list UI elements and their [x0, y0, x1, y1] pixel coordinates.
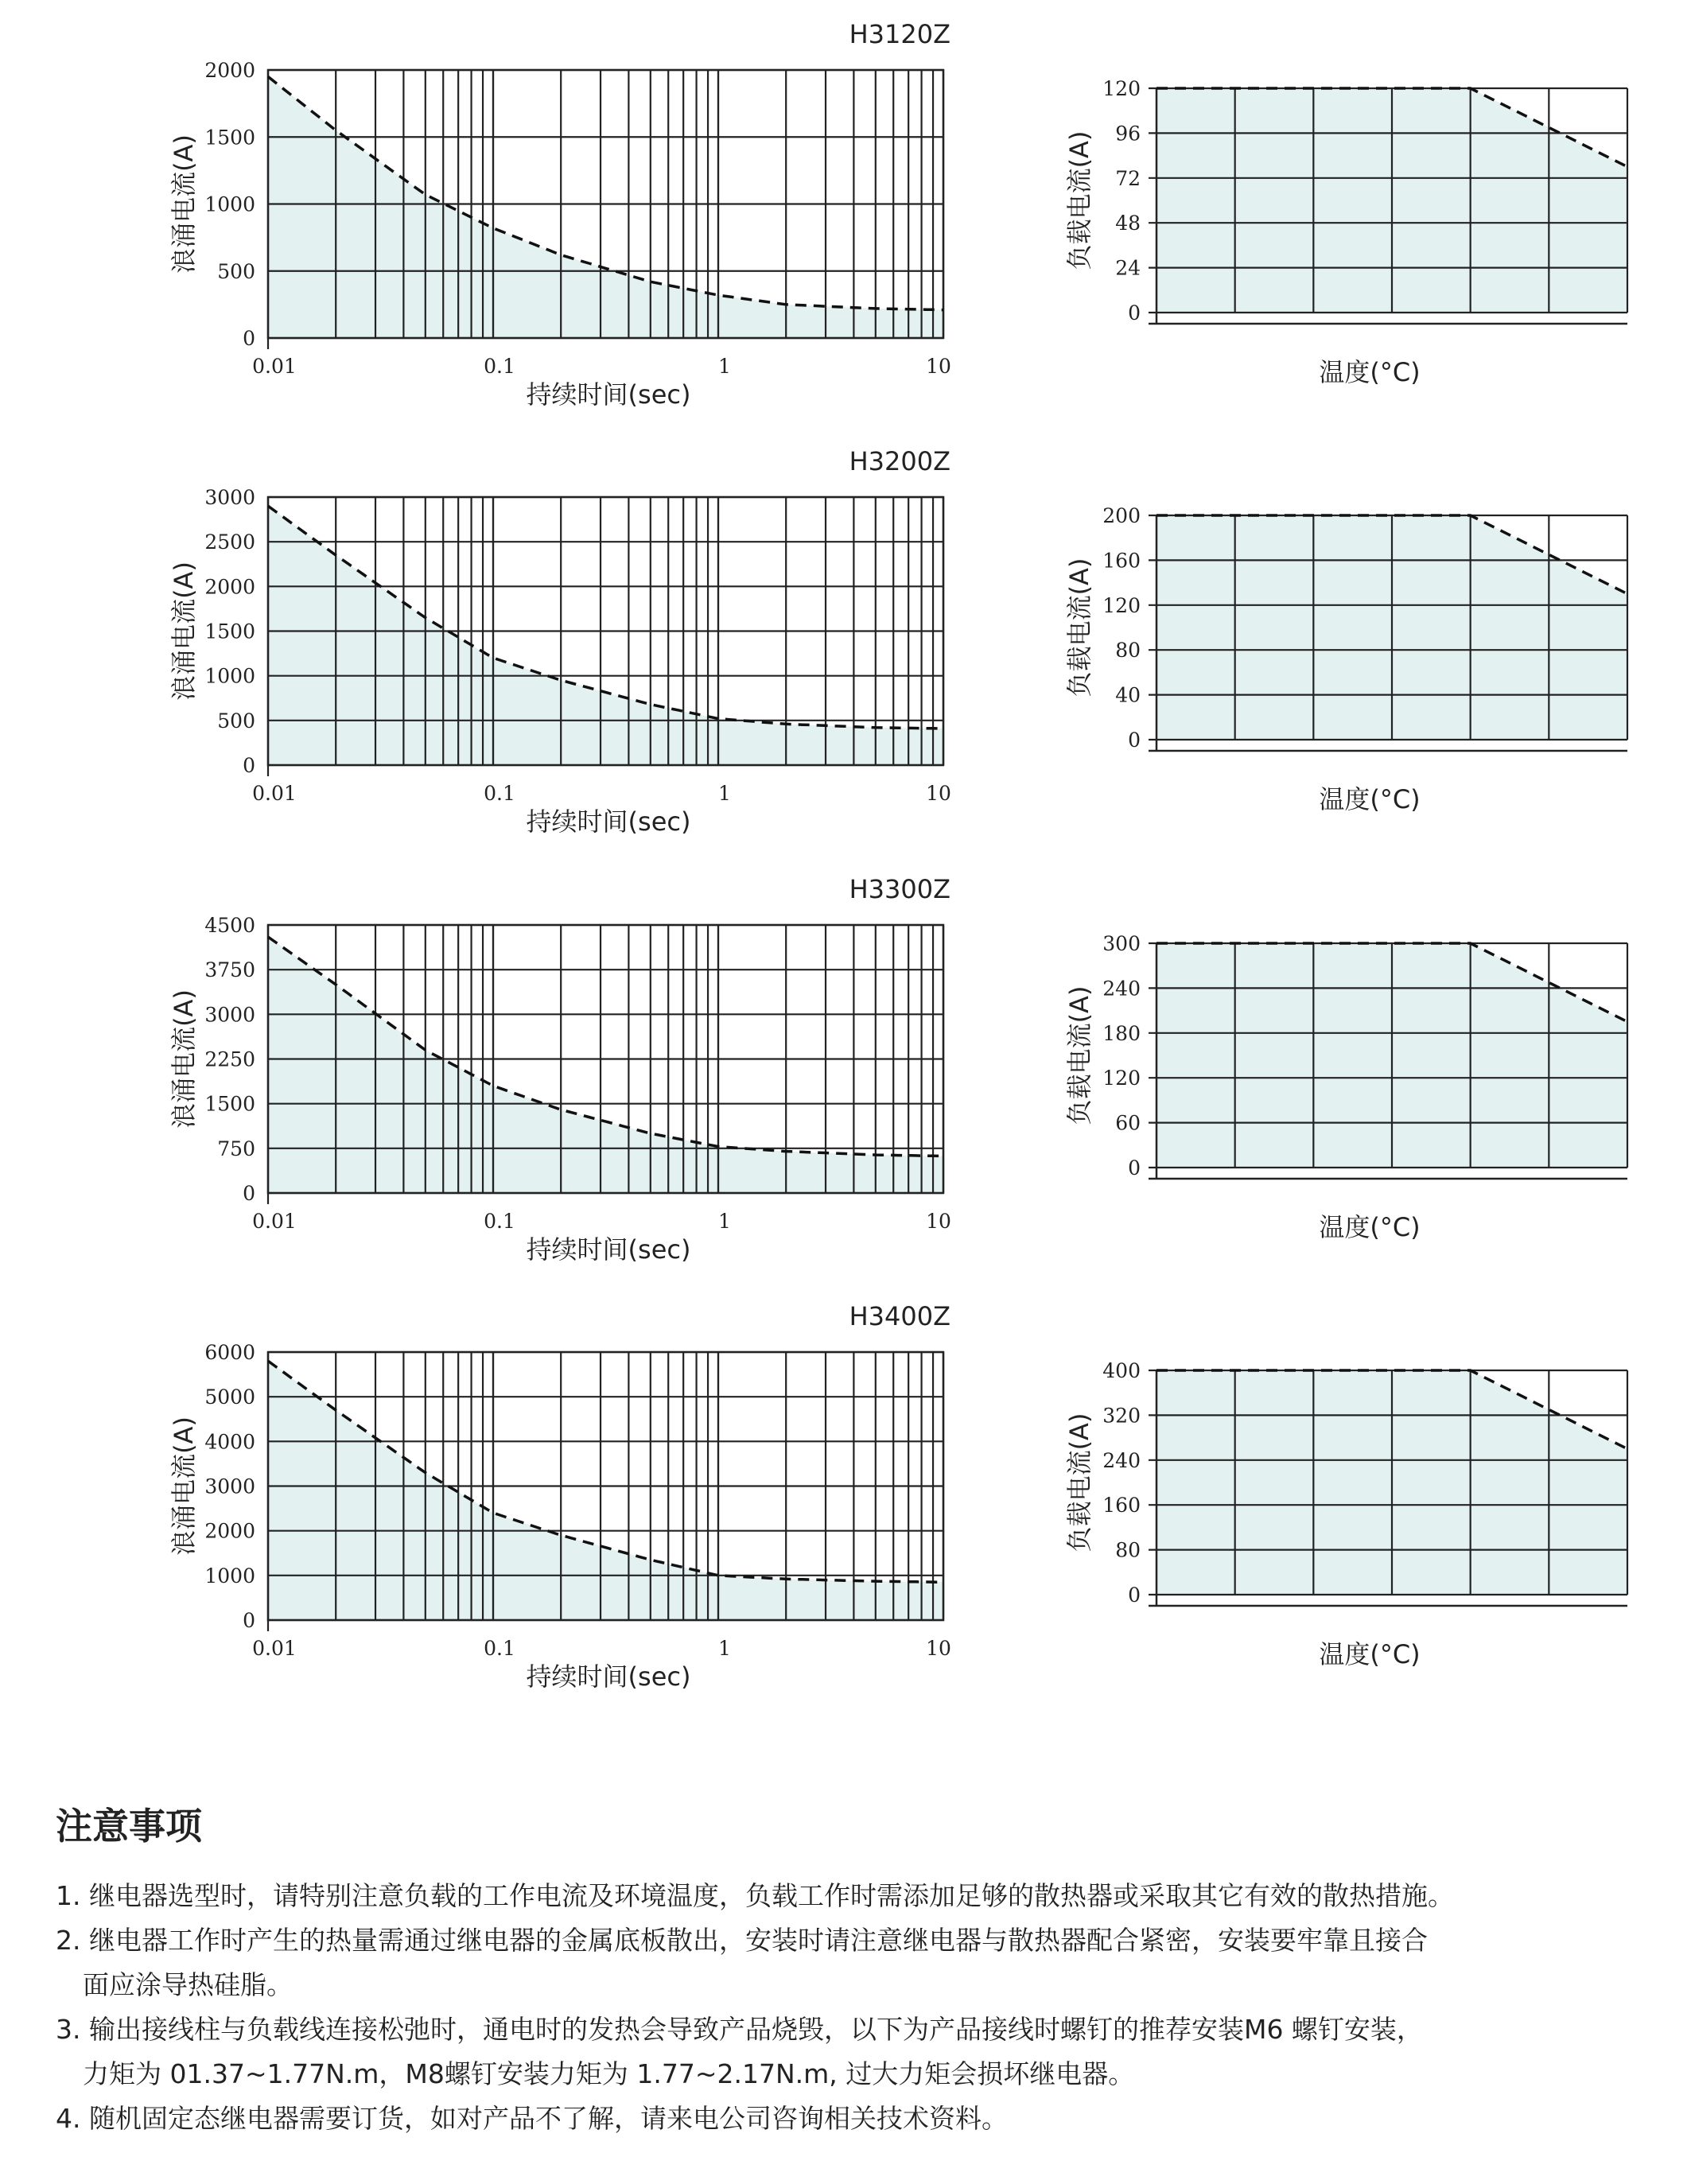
y-tick-label: 0 [1128, 301, 1141, 324]
y-tick-label: 40 [1115, 683, 1141, 707]
note-item-3: 3. 输出接线柱与负载线连接松弛时，通电时的发热会导致产品烧毁，以下为产品接线时螺钉的推荐安装M6 螺钉安装， [56, 2014, 1423, 2045]
y-axis-label: 浪涌电流(A) [169, 562, 199, 701]
note-item-4: 4. 随机固定态继电器需要订货，如对产品不了解，请来电公司咨询相关技术资料。 [56, 2103, 1008, 2134]
x-tick-label: 10 [926, 782, 951, 805]
x-tick-label: 0.01 [252, 1210, 297, 1233]
y-tick-label: 3000 [204, 1475, 255, 1498]
x-tick-label: 0.01 [252, 1637, 297, 1660]
y-tick-label: 1500 [204, 126, 255, 150]
note-item-2-cont: 面应涂导热硅脂。 [83, 1969, 293, 2000]
model-title: H3300Z [849, 874, 950, 904]
y-tick-label: 4000 [204, 1430, 255, 1454]
x-tick-label: 0.1 [484, 782, 515, 805]
y-tick-label: 5000 [204, 1385, 255, 1409]
y-tick-label: 500 [217, 259, 255, 283]
y-tick-label: 24 [1115, 256, 1141, 280]
surge-chart [169, 1341, 951, 1692]
x-tick-label: 10 [926, 1637, 951, 1660]
y-tick-label: 500 [217, 709, 255, 733]
y-tick-label: 120 [1102, 593, 1141, 617]
x-axis-label: 持续时间(sec) [526, 1661, 691, 1692]
y-axis-label: 负载电流(A) [1064, 985, 1094, 1125]
x-axis-label: 温度(°C) [1319, 1212, 1421, 1242]
notes-section [56, 1797, 1646, 2141]
y-tick-label: 3000 [204, 486, 255, 509]
x-tick-label: 1 [718, 782, 731, 805]
x-tick-label: 1 [718, 1637, 731, 1660]
note-item-1: 1. 继电器选型时，请特别注意负载的工作电流及环境温度，负载工作时需添加足够的散热器或采取其它有效的散热措施。 [56, 1880, 1454, 1911]
y-tick-label: 400 [1102, 1359, 1141, 1382]
derate-chart [1064, 932, 1627, 1242]
x-axis-label: 温度(°C) [1319, 784, 1421, 814]
y-tick-label: 120 [1102, 1067, 1141, 1090]
y-tick-label: 750 [217, 1137, 255, 1160]
x-axis-label: 温度(°C) [1319, 1639, 1421, 1669]
y-tick-label: 0 [243, 754, 255, 777]
derate-chart [1064, 77, 1627, 387]
y-tick-label: 3000 [204, 1003, 255, 1027]
y-tick-label: 2250 [204, 1047, 255, 1071]
surge-area [268, 76, 943, 338]
y-axis-label: 负载电流(A) [1064, 130, 1094, 270]
y-tick-label: 160 [1102, 1494, 1141, 1518]
y-tick-label: 0 [243, 1182, 255, 1205]
surge-chart [169, 59, 951, 410]
chart-group-h3200z [169, 446, 1627, 837]
y-tick-label: 1000 [204, 1564, 255, 1587]
y-tick-label: 1000 [204, 192, 255, 216]
x-axis-label: 持续时间(sec) [526, 1234, 691, 1265]
x-tick-label: 0.1 [484, 1637, 515, 1660]
note-item-3-cont: 力矩为 01.37~1.77N.m，M8螺钉安装力矩为 1.77~2.17N.m, 过大力矩会损坏继电器。 [83, 2058, 1135, 2089]
y-tick-label: 80 [1115, 1538, 1141, 1562]
y-tick-label: 3750 [204, 958, 255, 982]
x-tick-label: 10 [926, 355, 951, 378]
x-tick-label: 0.1 [484, 1210, 515, 1233]
y-tick-label: 120 [1102, 77, 1141, 100]
surge-chart [169, 914, 951, 1265]
x-axis-label: 持续时间(sec) [526, 806, 691, 837]
y-tick-label: 0 [243, 327, 255, 350]
y-axis-label: 浪涌电流(A) [169, 989, 199, 1129]
y-tick-label: 180 [1102, 1021, 1141, 1045]
y-axis-label: 浪涌电流(A) [169, 1416, 199, 1556]
y-tick-label: 2500 [204, 530, 255, 554]
y-tick-label: 0 [1128, 1156, 1141, 1179]
y-tick-label: 1500 [204, 1092, 255, 1116]
x-axis-label: 持续时间(sec) [526, 379, 691, 410]
y-tick-label: 2000 [204, 59, 255, 82]
y-tick-label: 320 [1102, 1404, 1141, 1428]
chart-group-h3400z [169, 1301, 1627, 1692]
y-tick-label: 160 [1102, 549, 1141, 573]
y-tick-label: 200 [1102, 504, 1141, 527]
y-tick-label: 0 [243, 1609, 255, 1632]
y-tick-label: 240 [1102, 977, 1141, 1001]
y-axis-label: 负载电流(A) [1064, 558, 1094, 698]
y-tick-label: 0 [1128, 1584, 1141, 1607]
x-tick-label: 0.01 [252, 782, 297, 805]
y-tick-label: 80 [1115, 639, 1141, 663]
y-tick-label: 0 [1128, 729, 1141, 752]
y-axis-label: 浪涌电流(A) [169, 134, 199, 274]
notes-title: 注意事项 [56, 1805, 202, 1848]
surge-chart [169, 486, 951, 837]
derate-chart [1064, 504, 1627, 814]
y-tick-label: 48 [1115, 212, 1141, 235]
x-tick-label: 1 [718, 1210, 731, 1233]
x-tick-label: 0.01 [252, 355, 297, 378]
y-tick-label: 96 [1115, 122, 1141, 146]
chart-group-h3300z [169, 874, 1627, 1265]
y-tick-label: 60 [1115, 1111, 1141, 1135]
y-tick-label: 1500 [204, 620, 255, 643]
y-tick-label: 72 [1115, 166, 1141, 190]
y-tick-label: 240 [1102, 1448, 1141, 1472]
x-tick-label: 10 [926, 1210, 951, 1233]
model-title: H3120Z [849, 19, 950, 49]
y-tick-label: 2000 [204, 575, 255, 599]
y-tick-label: 1000 [204, 664, 255, 688]
note-item-2: 2. 继电器工作时产生的热量需通过继电器的金属底板散出，安装时请注意继电器与散热器配合紧密，安装要牢靠且接合 [56, 1925, 1428, 1956]
y-tick-label: 6000 [204, 1341, 255, 1364]
x-axis-label: 温度(°C) [1319, 357, 1421, 387]
y-tick-label: 2000 [204, 1519, 255, 1543]
model-title: H3200Z [849, 446, 950, 476]
model-title: H3400Z [849, 1301, 950, 1331]
chart-group-h3120z [169, 19, 1627, 410]
y-tick-label: 4500 [204, 914, 255, 937]
x-tick-label: 1 [718, 355, 731, 378]
x-tick-label: 0.1 [484, 355, 515, 378]
derate-chart [1064, 1359, 1627, 1669]
y-axis-label: 负载电流(A) [1064, 1413, 1094, 1553]
y-tick-label: 300 [1102, 932, 1141, 955]
